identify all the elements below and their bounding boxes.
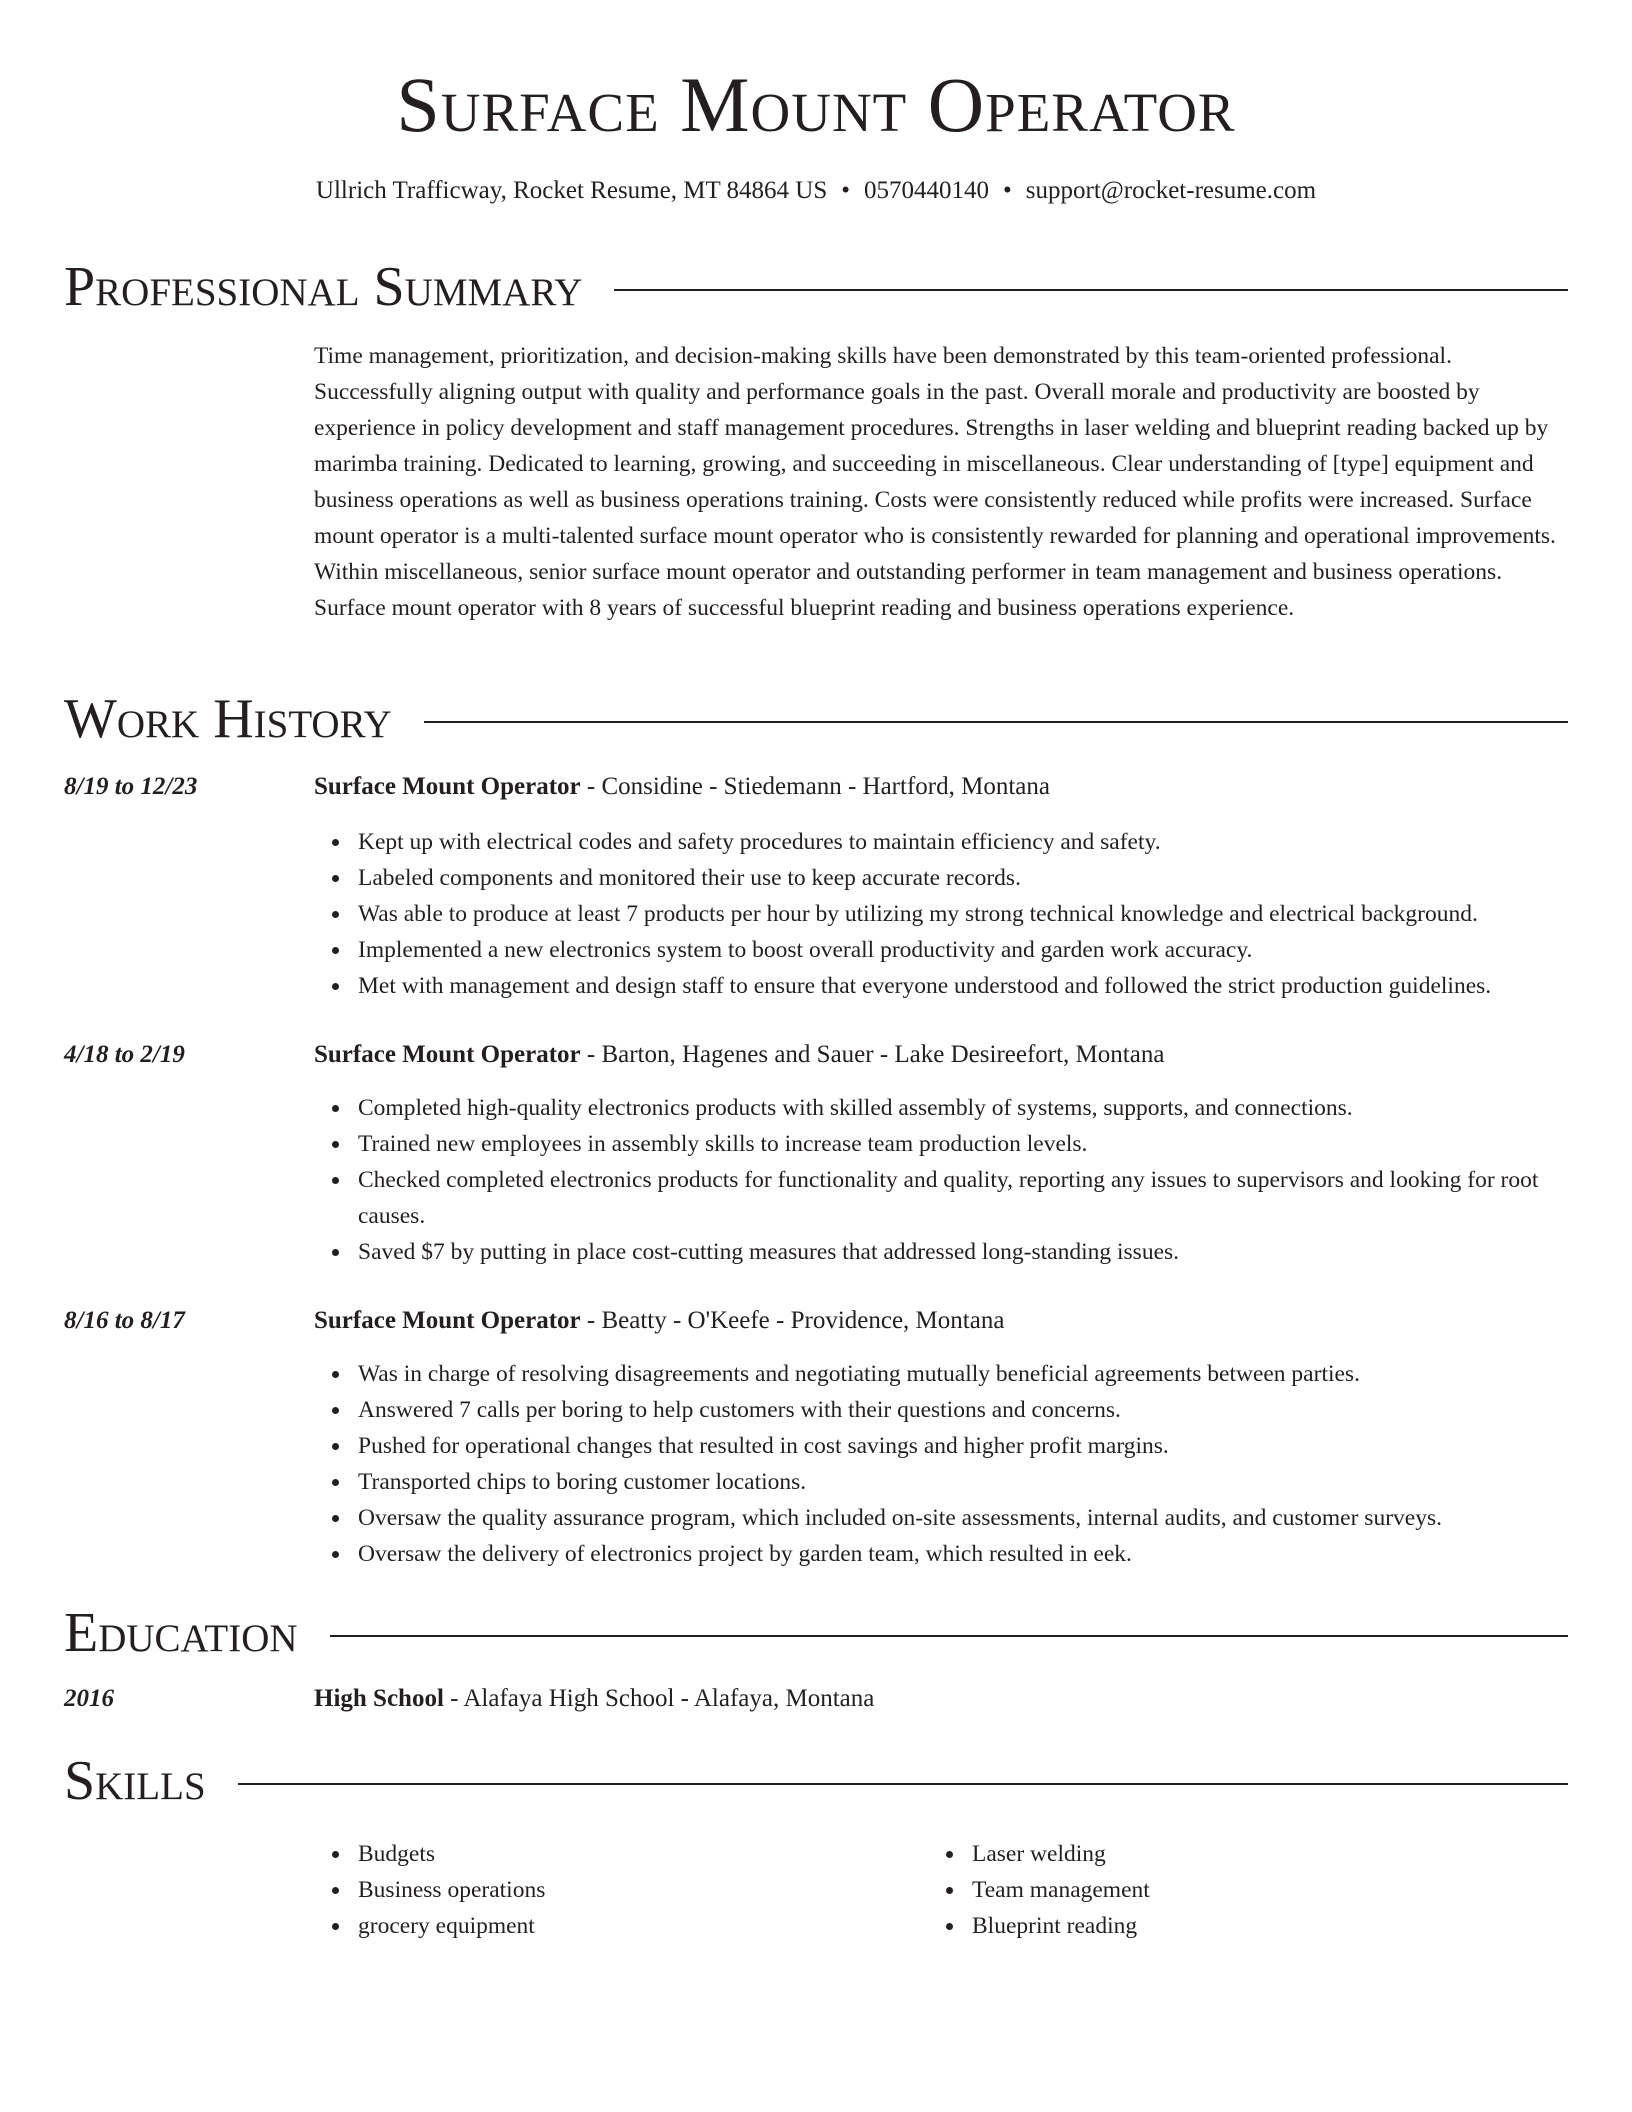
list-item: Oversaw the delivery of electronics project by garden team, which resulted in eek. xyxy=(314,1536,1574,1572)
education-details: - Alafaya High School - Alafaya, Montana xyxy=(443,1685,875,1712)
section-header-education xyxy=(64,1598,1568,1668)
job-role: Surface Mount Operator xyxy=(314,1041,581,1068)
job-role: Surface Mount Operator xyxy=(314,773,581,800)
skill-item: Blueprint reading xyxy=(928,1908,1632,1944)
list-item: Transported chips to boring customer locations. xyxy=(314,1464,1574,1500)
contact-separator: • xyxy=(1003,177,1012,204)
skill-item: Business operations xyxy=(314,1872,1574,1908)
job-heading xyxy=(314,1304,1004,1338)
section-title: Work History xyxy=(64,688,392,750)
list-item: Implemented a new electronics system to boost overall productivity and garden work accuracy. xyxy=(314,932,1574,968)
skill-item: Budgets xyxy=(314,1836,1574,1872)
skills-list-right xyxy=(928,1836,1632,1944)
section-header-work-history xyxy=(64,684,1568,754)
job-dates: 8/16 to 8/17 xyxy=(64,1307,185,1334)
job-bullets xyxy=(314,824,1574,1004)
job-dates: 8/19 to 12/23 xyxy=(64,773,198,800)
education-year: 2016 xyxy=(64,1685,114,1712)
section-divider xyxy=(238,1783,1568,1785)
list-item: Completed high-quality electronics products with skilled assembly of systems, supports, and connections. xyxy=(314,1090,1574,1126)
section-title: Professional Summary xyxy=(64,256,583,318)
list-item: Kept up with electrical codes and safety procedures to maintain efficiency and safety. xyxy=(314,824,1574,860)
skill-item: Team management xyxy=(928,1872,1632,1908)
contact-phone: 0570440140 xyxy=(864,177,989,204)
section-title: Education xyxy=(64,1602,298,1664)
job-heading xyxy=(314,1038,1164,1072)
contact-email: support@rocket-resume.com xyxy=(1025,177,1317,204)
job-bullets xyxy=(314,1356,1574,1572)
job-dates: 4/18 to 2/19 xyxy=(64,1041,185,1068)
section-divider xyxy=(614,289,1568,291)
list-item: Oversaw the quality assurance program, which included on-site assessments, internal audits, and customer surveys. xyxy=(314,1500,1574,1536)
job-bullets xyxy=(314,1090,1574,1270)
skill-item: grocery equipment xyxy=(314,1908,1574,1944)
list-item: Was in charge of resolving disagreements and negotiating mutually beneficial agreements between parties. xyxy=(314,1356,1574,1392)
contact-address: Ullrich Trafficway, Rocket Resume, MT 84864 US xyxy=(315,177,828,204)
job-heading xyxy=(314,770,1050,804)
summary-text: Time management, prioritization, and decision-making skills have been demonstrated by this team-oriented professional. Successfully aligning output with quality and performance goals in the past. Overall morale and productivity are boosted by experience in policy development and staff management procedures. Strengths in laser welding and blueprint reading backed up by marimba training. Dedicated to learning, growing, and succeeding in miscellaneous. Clear understanding of [type] equipment and business operations as well as business operations training. Costs were consistently reduced while profits were increased. Surface mount operator is a multi-talented surface mount operator who is consistently rewarded for planning and operational improvements. Within miscellaneous, senior surface mount operator and outstanding performer in team management and business operations. Surface mount operator with 8 years of successful blueprint reading and business operations experience. xyxy=(314,343,1556,621)
skill-item: Laser welding xyxy=(928,1836,1632,1872)
contact-separator: • xyxy=(841,177,850,204)
list-item: Labeled components and monitored their use to keep accurate records. xyxy=(314,860,1574,896)
education-degree: High School xyxy=(314,1685,444,1712)
job-details: - Beatty - O'Keefe - Providence, Montana xyxy=(580,1307,1005,1334)
list-item: Pushed for operational changes that resulted in cost savings and higher profit margins. xyxy=(314,1428,1574,1464)
contact-line xyxy=(0,174,1632,208)
list-item: Answered 7 calls per boring to help customers with their questions and concerns. xyxy=(314,1392,1574,1428)
job-details: - Barton, Hagenes and Sauer - Lake Desireefort, Montana xyxy=(580,1041,1165,1068)
list-item: Trained new employees in assembly skills to increase team production levels. xyxy=(314,1126,1574,1162)
section-header-summary xyxy=(64,252,1568,322)
education-heading xyxy=(314,1682,874,1716)
list-item: Was able to produce at least 7 products per hour by utilizing my strong technical knowledge and electrical background. xyxy=(314,896,1574,932)
job-details: - Considine - Stiedemann - Hartford, Montana xyxy=(580,773,1050,800)
section-divider xyxy=(330,1635,1568,1637)
job-role: Surface Mount Operator xyxy=(314,1307,581,1334)
list-item: Checked completed electronics products for functionality and quality, reporting any issues to supervisors and looking for root causes. xyxy=(314,1162,1574,1234)
list-item: Saved $7 by putting in place cost-cutting measures that addressed long-standing issues. xyxy=(314,1234,1574,1270)
section-divider xyxy=(424,721,1568,723)
candidate-name: Surface Mount Operator xyxy=(396,61,1236,148)
section-header-skills xyxy=(64,1746,1568,1816)
section-title: Skills xyxy=(64,1750,206,1812)
list-item: Met with management and design staff to ensure that everyone understood and followed the strict production guidelines. xyxy=(314,968,1574,1004)
